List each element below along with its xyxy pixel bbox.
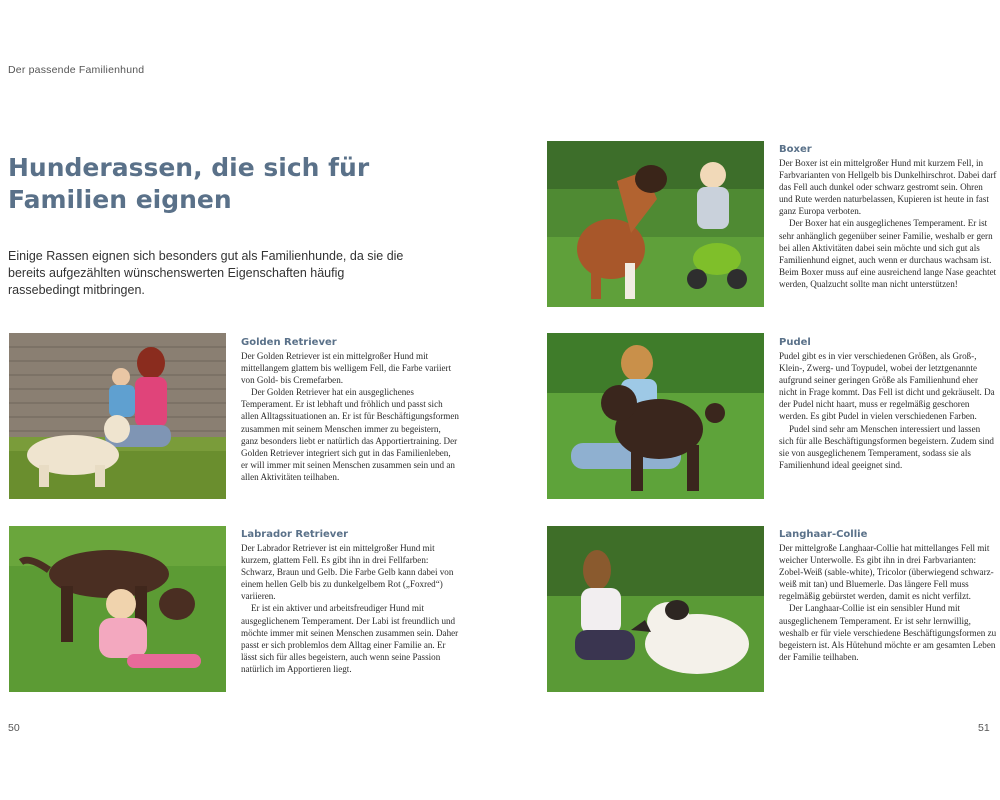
golden-retriever-photo (9, 333, 226, 499)
breed-temperament: Pudel sind sehr am Menschen interessiert und lassen sich für alle Beschäftigungsformen begeistern. Zudem sind sie von ausgeglichenem Temperament, sodass sie als Familienhund ideal geeignet sind. (779, 423, 994, 470)
breed-description: Der Labrador Retriever ist ein mittelgroßer Hund mit kurzem, glattem Fell. Es gibt ihn in drei Fellfarben: Schwarz, Braun und Gelb. Die Farbe Gelb kann dabei von einem hellen Gelb bis zu dunkelgelbem Rot („Foxred“) variieren. (241, 543, 454, 602)
pudel-photo (547, 333, 764, 499)
running-header: Der passende Familienhund (8, 64, 145, 76)
breed-description: Der Boxer ist ein mittelgroßer Hund mit kurzem Fell, in Farbvarianten von Hellgelb bis Dunkelhirschrot. Dabei darf das Fell auch dunkel oder schwarz gestromt sein. Ohren und Rute werden naturbelassen, Kupieren ist heute in fast ganz Europa verboten. (779, 158, 997, 217)
breed-heading: Labrador Retriever (241, 529, 349, 540)
langhaar-collie-photo (547, 526, 764, 692)
page-number-left: 50 (8, 722, 20, 734)
breed-temperament: Er ist ein aktiver und arbeitsfreudiger Hund mit ausgeglichenem Temperament. Der Labi ist freundlich und möchte immer mit seinen Menschen zusammen sein. Daher passt er sich problemlos dem Alltag einer Familie an. Er lässt sich für alles begeistern, auch wenn seine Passion natürlich im Apportieren liegt. (241, 603, 459, 674)
langhaar-collie-section (779, 528, 997, 663)
page-title: Hunderassen, die sich für Familien eignen (8, 153, 370, 214)
golden-retriever-section (241, 336, 459, 483)
breed-description: Der mittelgroße Langhaar-Collie hat mittellanges Fell mit weicher Unterwolle. Es gibt ihn in drei Farbvarianten: Zobel-Weiß (sable-white), Tricolor (überwiegend schwarz-weiß mit tan) und Bluemerle. Das längere Fell muss regelmäßig gebürstet werden, damit es nicht verfilzt. (779, 543, 994, 602)
page-number-right: 51 (978, 722, 990, 734)
intro-paragraph: Einige Rassen eignen sich besonders gut als Familienhunde, da sie die bereits aufgezählten wünschenswerten Eigenschaften häufig rassebedingt mitbringen. (8, 249, 404, 297)
breed-description: Der Golden Retriever ist ein mittelgroßer Hund mit mittellangem glattem bis welligem Fell, die Farbe variiert von Gold- bis Cremefarben. (241, 351, 452, 386)
labrador-retriever-photo (9, 526, 226, 692)
labrador-retriever-section (241, 528, 459, 675)
breed-temperament: Der Boxer hat ein ausgeglichenes Temperament. Er ist sehr anhänglich gegenüber seiner Familie, weshalb er gern bei allen Aktivitäten dabei sein möchte und sich gut als Familienhund eignet, auch wenn er durchaus wachsam ist. Beim Boxer muss auf eine ausreichend lange Nase geachtet werden, Qualzucht sollte man nicht unterstützen! (779, 218, 997, 289)
breed-heading: Golden Retriever (241, 337, 337, 348)
breed-temperament: Der Langhaar-Collie ist ein sensibler Hund mit ausgeglichenem Temperament. Er ist sehr lernwillig, weshalb er für viele verschiedene Beschäftigungsformen zu begeistern ist. Als Hütehund möchte er am gesamten Leben der Familie teilhaben. (779, 603, 997, 662)
breed-description: Pudel gibt es in vier verschiedenen Größen, als Groß-, Klein-, Zwerg- und Toypudel, wobei der letztgenannte aufgrund seiner geringen Größe als Familienhund eher nicht in Frage kommt. Das Fell ist dicht und gekräuselt. Da der Pudel nicht haart, muss er regelmäßig geschoren werden. Es gibt Pudel in vielen verschiedenen Farben. (779, 351, 995, 422)
breed-heading: Pudel (779, 337, 811, 348)
pudel-section (779, 336, 997, 471)
breed-temperament: Der Golden Retriever hat ein ausgeglichenes Temperament. Er ist lebhaft und fröhlich und passt sich allen Alltagssituationen an. Er ist für Beschäftigungsformen zusammen mit seinem Menschen immer zu begeistern, ganz besonders liebt er natürlich das Apportiertraining. Der Golden Retriever integriert sich gut in das Familienleben, er will immer mit seinen Menschen zusammen sein und an allen Aktivitäten teilhaben. (241, 387, 459, 482)
boxer-photo (547, 141, 764, 307)
breed-heading: Boxer (779, 144, 812, 155)
breed-heading: Langhaar-Collie (779, 529, 868, 540)
boxer-section (779, 143, 997, 290)
